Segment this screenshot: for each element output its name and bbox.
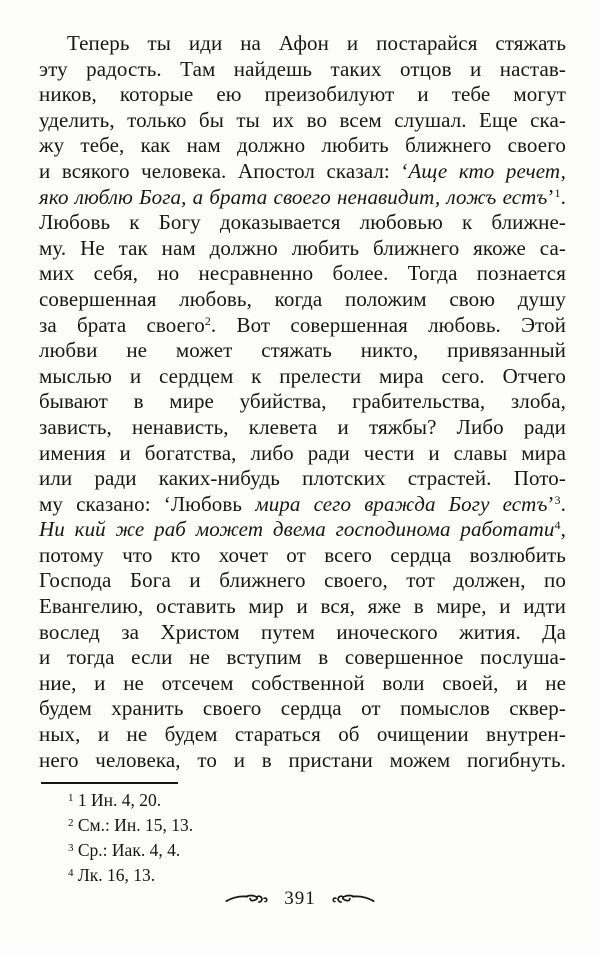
text-line [39,466,566,492]
footnote-text: Лк. 16, 13. [73,864,156,885]
text-line [39,415,566,441]
text-segment: и тогда если не вступим в совершенное послуша- [39,645,566,670]
text-segment: или ради каких-нибудь плотских страстей. Пото- [39,466,566,491]
text-segment: зависть, ненависть, клевета и тяжбы? Либо ради [39,414,566,439]
text-line [39,594,566,620]
footnote-text: 1 Ин. 4, 20. [73,790,162,811]
text-segment: уделить, только бы ты их во всем слушал. Еще ска- [39,107,566,132]
footnote [68,813,566,838]
text-segment: и всякого человека. Апостол сказал: ‘ [39,158,409,183]
text-line [39,722,566,748]
footnote-text: См.: Ин. 15, 13. [73,815,194,836]
footnote-text: Ср.: Иак. 4, 4. [73,839,181,860]
text-segment: за брата своего [39,312,205,337]
text-line [39,543,566,569]
text-segment: яко люблю Бога, а брата своего ненавидит, ложъ естъ [39,184,548,209]
footnotes [68,788,566,887]
text-line [39,517,566,543]
text-line [39,568,566,594]
footnote-ref: 3 [554,492,561,507]
text-line [39,108,566,134]
text-line [39,338,566,364]
footnote-mark: 1 [68,792,74,805]
text-segment: Господа Бога и ближнего своего, тот должен, по [39,568,566,593]
right-fleuron-icon [329,892,375,906]
text-segment: ’ [547,491,555,516]
footnote-ref: 2 [204,313,211,328]
text-segment: Аще кто речет, [408,158,566,183]
text-line [39,210,566,236]
text-line [39,261,566,287]
text-segment: мира сего вражда Богу естъ [255,491,548,516]
text-line [39,671,566,697]
text-segment: жу тебе, как нам должно любить ближнего своего [39,133,566,158]
text-line [39,287,566,313]
footnote [68,788,566,813]
text-line [39,389,566,415]
text-segment: него человека, то и в пристани можем погибнуть. [39,747,566,772]
text-line [39,364,566,390]
text-segment: . Вот совершенная любовь. Этой [210,312,566,337]
text-line [39,82,566,108]
text-segment: мыслью и сердцем к прелести мира сего. Отчего [39,363,566,388]
text-line [39,31,566,57]
footnote-ref: 4 [554,518,561,533]
footnote-mark: 2 [68,817,74,830]
text-line [39,185,566,211]
footnote [68,838,566,863]
footnote [68,863,566,888]
text-segment: потому что кто хочет от всего сердца возлюбить [39,542,566,567]
text-segment: ’ [547,184,555,209]
footnote-mark: 4 [68,866,74,879]
text-segment: . [560,491,567,516]
text-segment: вослед за Христом путем иноческого жития. Да [39,619,566,644]
text-segment: эту радость. Там найдешь таких отцов и настав- [39,56,566,81]
text-segment: Евангелию, оставить мир и вся, яже в мире, и идти [39,594,566,619]
text-segment: . [560,184,566,209]
text-line [39,620,566,646]
text-segment: ние, и не отсечем собственной воли своей, и не [39,670,566,695]
footnote-separator [41,782,178,784]
text-segment: бывают в мире убийства, грабительства, злоба, [39,389,566,414]
text-segment: любви не может стяжать никто, привязанный [39,338,566,363]
text-line [39,133,566,159]
footnote-ref: 1 [554,185,561,200]
page-number: 391 [284,888,316,909]
footnote-mark: 3 [68,841,74,854]
text-segment: Любовь к Богу доказывается любовью к ближне- [39,210,566,235]
text-line [39,313,566,339]
left-fleuron-icon [225,892,271,906]
text-segment: , [560,517,566,542]
text-line [39,645,566,671]
text-line [39,441,566,467]
text-line [39,748,566,774]
text-segment: будем хранить своего сердца от помыслов сквер- [39,696,566,721]
text-line [39,696,566,722]
text-segment: му сказано: ‘Любовь [39,491,256,516]
text-segment: имения и богатства, либо ради чести и славы мира [39,440,566,465]
text-line [39,159,566,185]
text-segment: Ни кий же раб может двема господинома работати [39,517,555,542]
text-segment: Теперь ты иди на Афон и постарайся стяжать [67,31,566,55]
page-footer [0,888,600,910]
text-segment: ников, которые ею преизобилуют и тебе могут [39,82,566,107]
main-text [39,31,566,887]
text-segment: му. Не так нам должно любить ближнего якоже са- [39,235,566,260]
text-segment: ных, и не будем стараться об очищении внутрен- [39,722,566,747]
text-segment: мих себя, но несравненно более. Тогда познается [39,261,566,286]
text-segment: совершенная любовь, когда положим свою душу [39,286,566,311]
text-line [39,492,566,518]
text-line [39,236,566,262]
text-line [39,57,566,83]
paragraph [39,31,566,773]
